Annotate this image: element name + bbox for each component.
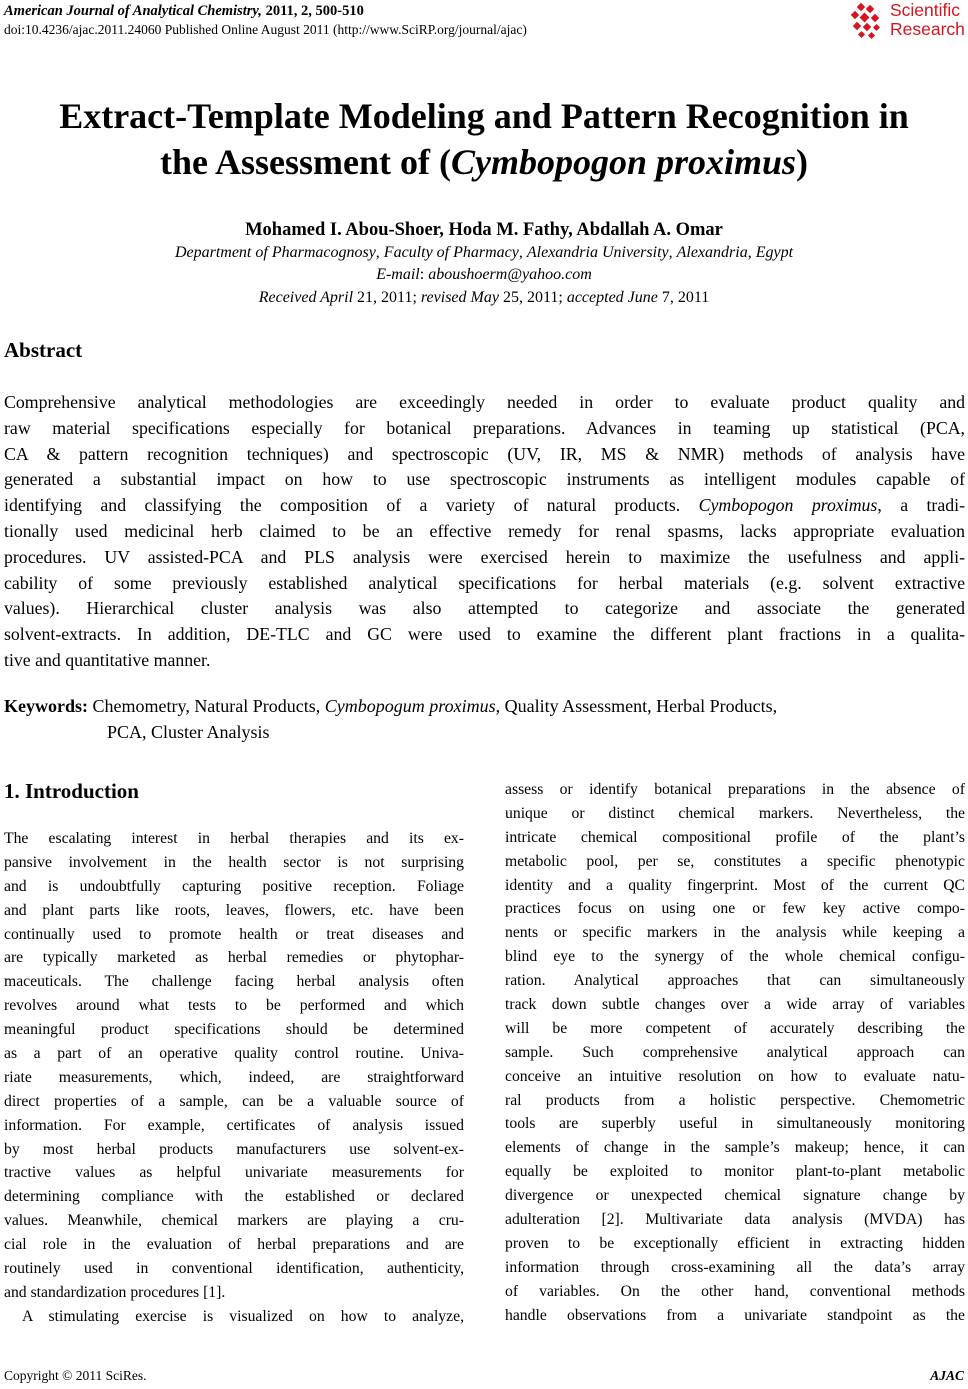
body-line: continually used to promote health or treat diseases and — [4, 925, 464, 943]
dates-line — [0, 287, 968, 309]
body-line: tools are superbly useful in simultaneously monitoring — [505, 1115, 965, 1133]
abstract-line: procedures. UV assisted-PCA and PLS analysis were exercised herein to maximize the usefulness and appli- — [4, 546, 965, 567]
revised-date: 25, 2011; — [498, 289, 567, 306]
email-address[interactable]: aboushoerm@yahoo.com — [428, 266, 592, 283]
body-line: pansive involvement in the health sector is not surprising — [4, 853, 464, 871]
abstract-line: tionally used medicinal herb claimed to be an effective remedy for renal spasms, lacks appropriate evaluation — [4, 520, 965, 541]
body-line: handle observations from a univariate standpoint as the — [505, 1306, 965, 1324]
accepted-date: 7, 2011 — [657, 289, 710, 306]
body-line: are typically marketed as herbal remedies or phytophar- — [4, 949, 464, 967]
received-label: Received April — [258, 289, 354, 306]
title-close: ) — [796, 142, 809, 182]
body-line: revolves around what tests to be performed and which — [4, 997, 464, 1015]
email-label: E-mail — [376, 266, 420, 283]
paper-title-line1: Extract-Template Modeling and Pattern Recognition in — [59, 96, 909, 136]
body-line: assess or identify botanical preparations in the absence of — [505, 781, 965, 798]
body-line: unique or distinct chemical markers. Nevertheless, the — [505, 804, 965, 822]
body-line: meaningful product specifications should be determined — [4, 1021, 464, 1039]
received-date: 21, 2011; — [353, 289, 421, 306]
abstract-line: raw material specifications especially for botanical preparations. Advances in teaming up statistical (PCA, — [4, 417, 965, 438]
body-line: cial role in the evaluation of herbal preparations and are — [4, 1236, 464, 1254]
abstract-body — [4, 390, 965, 674]
body-line: maceuticals. The challenge facing herbal analysis often — [4, 973, 464, 991]
body-line: and plant parts like roots, leaves, flowers, etc. have been — [4, 901, 464, 919]
body-line: track down subtle changes over a wide array of variables — [505, 996, 965, 1014]
affiliation-university: Alexandria University — [526, 244, 669, 261]
body-line: routinely used in conventional identification, authenticity, — [4, 1260, 464, 1278]
body-line: proven to be exceptionally efficient in extracting hidden — [505, 1234, 965, 1252]
body-line: practices focus on using one or few key active compo- — [505, 900, 965, 918]
revised-label: revised May — [420, 289, 499, 306]
copyright: Copyright © 2011 SciRes. — [4, 1368, 147, 1383]
intro-right-column — [505, 778, 965, 1327]
body-line: determining compliance with the established or declared — [4, 1188, 464, 1206]
title-species: Cymbopogon proximus — [450, 142, 797, 182]
journal-issue: 2011, 2, 500-510 — [261, 3, 364, 19]
abstract-text: , a tradi- — [877, 495, 965, 516]
abstract-species: Cymbopogon proximus — [698, 495, 878, 516]
publisher-logo — [848, 0, 968, 44]
body-line: ration. Analytical approaches that can simultaneously — [505, 972, 965, 990]
body-line: The escalating interest in herbal therapies and its ex- — [4, 830, 464, 847]
paper-title-line2 — [0, 139, 968, 185]
doi-line: doi:10.4236/ajac.2011.24060 Published Online August 2011 (http://www.SciRP.org/journal/ajac) — [4, 22, 527, 37]
abstract-line: generated a substantial impact on how to use spectroscopic instruments as intelligent modules capable of — [4, 469, 965, 490]
affiliation: Department of Pharmacognosy, Faculty of Pharmacy, Alexandria University, Alexandria, Egypt — [174, 244, 794, 261]
body-line: ral products from a holistic perspective. Chemometric — [505, 1091, 965, 1109]
abstract-line: solvent-extracts. In addition, DE-TLC and GC were used to examine the different plant fractions in a qualita- — [4, 624, 965, 645]
authors: Mohamed I. Abou-Shoer, Hoda M. Fathy, Abdallah A. Omar — [245, 220, 723, 240]
body-line: metabolic pool, per se, constitutes a specific phenotypic — [505, 852, 965, 870]
body-line: conceive an intuitive resolution on how to evaluate natu- — [505, 1067, 965, 1085]
intro-left-column — [4, 827, 464, 1329]
keywords — [4, 693, 777, 719]
abstract-line: tive and quantitative manner. — [4, 649, 211, 670]
publisher-logo-icon — [848, 2, 888, 42]
keywords-line2: PCA, Cluster Analysis — [107, 722, 270, 742]
body-line: information. For example, certificates of analysis issued — [4, 1116, 464, 1134]
body-line: blind eye to the synergy of the whole chemical configu- — [505, 948, 965, 966]
body-line: and standardization procedures [1]. — [4, 1283, 226, 1301]
affiliation-faculty: Faculty of Pharmacy — [383, 244, 519, 261]
email-line: E-mail: aboushoerm@yahoo.com — [376, 266, 592, 283]
abstract-line: values). Hierarchical cluster analysis was also attempted to categorize and associate the generated — [4, 598, 965, 619]
abstract-line: cability of some previously established analytical specifications for herbal materials (e.g. solvent extractive — [4, 572, 965, 593]
journal-name: American Journal of Analytical Chemistry, — [4, 3, 262, 19]
affiliation-department: Department of Pharmacognosy — [174, 244, 376, 261]
keywords-label: Keywords: — [4, 696, 88, 716]
body-line: identity and a quality fingerprint. Most of the current QC — [505, 876, 965, 894]
body-line: tractive values as helpful univariate measurements for — [4, 1164, 464, 1182]
body-line: and is undoubtfully capturing positive reception. Foliage — [4, 877, 464, 895]
body-line: as a part of an operative quality control routine. Univa- — [4, 1045, 464, 1063]
body-line: A stimulating exercise is visualized on how to analyze, — [22, 1307, 464, 1325]
body-line: intricate chemical compositional profile of the plant’s — [505, 828, 965, 846]
journal-abbrev: AJAC — [930, 1368, 964, 1383]
keywords-text: Chemometry, Natural Products, — [88, 696, 325, 716]
body-line: elements of change in the sample’s makeup; hence, it can — [505, 1139, 965, 1157]
abstract-line: Comprehensive analytical methodologies are exceedingly needed in order to evaluate product quality and — [4, 392, 965, 412]
body-line: divergence or unexpected chemical signature change by — [505, 1187, 965, 1205]
abstract-line — [4, 493, 965, 519]
keywords-species: Cymbopogum proximus — [324, 696, 496, 716]
abstract-text: identifying and classifying the composition of a variety of natural products. — [4, 495, 699, 516]
keywords-text: , Quality Assessment, Herbal Products, — [495, 696, 778, 716]
affiliation-country: Egypt — [755, 244, 794, 261]
journal-header — [4, 2, 364, 20]
abstract-heading: Abstract — [4, 338, 83, 362]
body-line: values. Meanwhile, chemical markers are playing a cru- — [4, 1212, 464, 1230]
body-line: will be more competent of accurately describing the — [505, 1019, 965, 1037]
body-line: nents or specific markers in the analysis while keeping a — [505, 924, 965, 942]
body-line: adulteration [2]. Multivariate data analysis (MVDA) has — [505, 1211, 965, 1229]
section-heading-introduction: 1. Introduction — [4, 779, 139, 803]
body-line: riate measurements, which, indeed, are straightforward — [4, 1068, 464, 1086]
abstract-line: CA & pattern recognition techniques) and spectroscopic (UV, IR, MS & NMR) methods of analysis have — [4, 443, 965, 464]
affiliation-city: Alexandria — [676, 244, 748, 261]
body-line: information through cross-examining all the data’s array — [505, 1258, 965, 1276]
logo-word-research: Research — [890, 19, 965, 39]
body-line: equally be exploited to monitor plant-to-plant metabolic — [505, 1163, 965, 1181]
title-text: the Assessment of ( — [159, 142, 451, 182]
logo-word-scientific: Scientific — [890, 0, 961, 20]
body-line: of variables. On the other hand, conventional methods — [505, 1282, 965, 1300]
body-line: sample. Such comprehensive analytical approach can — [505, 1043, 965, 1061]
body-line: by most herbal products manufacturers use solvent-ex- — [4, 1140, 464, 1158]
body-line: direct properties of a sample, can be a valuable source of — [4, 1092, 464, 1110]
accepted-label: accepted June — [566, 289, 658, 306]
